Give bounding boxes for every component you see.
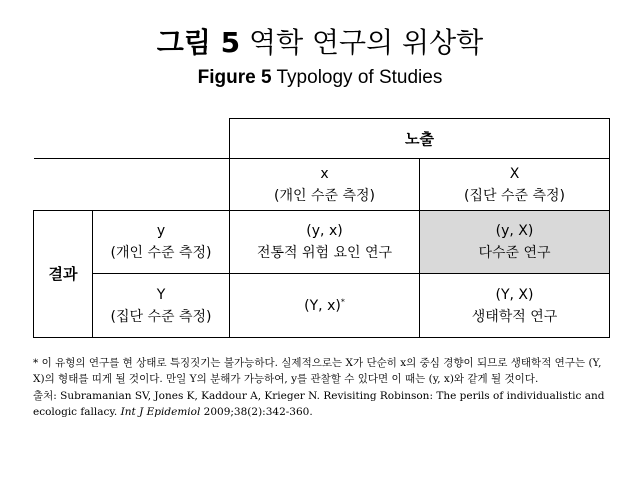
row-header-group: [93, 274, 230, 338]
footnote-text: * 이 유형의 연구를 현 상태로 특징짓기는 불가능하다. 실제적으로는 X가 단순히 x의 중심 경향이 되므로 생태학적 연구는 (Y, X)의 형태를 띠게 될 것이다. 만일 Y의 분해가 가능하여, y를 관찰할 수 있다면 이 때는 (y, x)와 같게 될 것이다.: [33, 357, 602, 385]
figure-number-en: Figure 5: [197, 67, 272, 88]
cell-YX-pair: (Y, X): [495, 286, 534, 303]
source-prefix: 출처: Subramanian SV, Jones K, Kaddour A, Krieger N. Revisiting Robinson: The perils of individualistic and ecologic fallacy.: [33, 390, 605, 418]
table-row: [34, 119, 610, 159]
source-journal: Int J Epidemiol: [120, 405, 201, 418]
outcome-header: 결과: [34, 211, 93, 338]
col-x-desc: (개인 수준 측정): [274, 187, 375, 204]
col-header-individual: [230, 159, 420, 211]
cell-multilevel-study: [420, 211, 610, 274]
source-suffix: 2009;38(2):342-360.: [203, 405, 313, 418]
col-header-group: [420, 159, 610, 211]
title-text-en: Typology of Studies: [276, 67, 443, 88]
blank-corner-lower: [34, 159, 230, 211]
exposure-header: 노출: [230, 119, 610, 159]
table-row: [34, 274, 610, 338]
row-Y-symbol: Y: [156, 286, 166, 303]
typology-table: [33, 118, 610, 338]
table-row: [34, 211, 610, 274]
col-x-symbol: x: [320, 165, 329, 182]
row-y-symbol: y: [156, 223, 166, 239]
col-X-desc: (집단 수준 측정): [464, 187, 565, 204]
row-y-desc: (개인 수준 측정): [110, 245, 212, 261]
cell-Yx-pair: (Y, x): [304, 297, 341, 314]
figure-number-ko: 그림 5: [156, 26, 241, 59]
cell-ecologic-study: [420, 274, 610, 338]
footnote-marker: *: [340, 296, 345, 306]
col-X-symbol: X: [509, 165, 520, 182]
cell-uncharacterized-study: [230, 274, 420, 338]
cell-yX-desc: 다수준 연구: [478, 245, 551, 261]
title-text-ko: 역학 연구의 위상학: [249, 26, 484, 59]
row-header-individual: [93, 211, 230, 274]
cell-risk-factor-study: [230, 211, 420, 274]
title-english: [0, 66, 640, 90]
title-korean: [0, 26, 640, 60]
source-citation: [33, 389, 613, 420]
blank-corner: [34, 119, 230, 159]
row-Y-desc: (집단 수준 측정): [110, 308, 212, 325]
notes: [33, 356, 613, 420]
cell-YX-desc: 생태학적 연구: [471, 308, 558, 325]
cell-yX-pair: (y, X): [495, 223, 534, 239]
table-row: [34, 159, 610, 211]
cell-yx-pair: (y, x): [306, 223, 343, 239]
cell-yx-desc: 전통적 위험 요인 연구: [256, 245, 393, 261]
